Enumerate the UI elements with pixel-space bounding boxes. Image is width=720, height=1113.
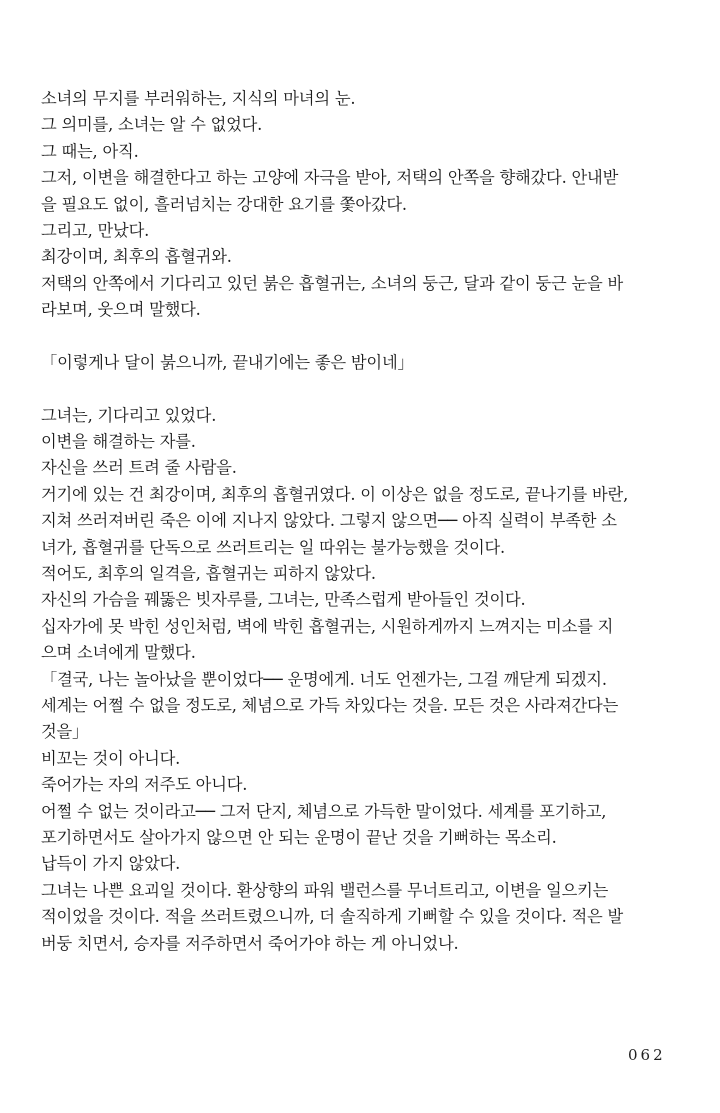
text-line: 십자가에 못 박힌 성인처럼, 벽에 박힌 흡혈귀는, 시원하게까지 느껴지는 미소를 지	[41, 616, 614, 636]
text-line: 그녀는 나쁜 요괴일 것이다. 환상향의 파워 밸런스를 무너트리고, 이변을 일으키는	[41, 880, 609, 900]
text-line: 포기하면서도 살아가지 않으면 안 되는 운명이 끝난 것을 기뻐하는 목소리.	[41, 827, 557, 847]
text-line: 「이렇게나 달이 붉으니까, 끝내기에는 좋은 밤이네」	[41, 352, 414, 372]
text-line: 죽어가는 자의 저주도 아니다.	[41, 775, 248, 795]
text-line: 그저, 이변을 해결한다고 하는 고양에 자극을 받아, 저택의 안쪽을 향해갔다. 안내받	[41, 168, 619, 188]
text-line: 자신을 쓰러 트려 줄 사람을.	[41, 458, 237, 478]
text-line: 이변을 해결하는 자를.	[41, 432, 196, 452]
text-line: 것을」	[41, 722, 89, 742]
text-line: 「결국, 나는 놀아났을 뿐이었다── 운명에게. 너도 언젠가는, 그걸 깨닫게 되겠지.	[41, 669, 607, 689]
text-line: 거기에 있는 건 최강이며, 최후의 흡혈귀였다. 이 이상은 없을 정도로, 끝나기를 바란,	[41, 484, 629, 504]
text-body	[41, 86, 681, 957]
text-line: 으며 소녀에게 말했다.	[41, 643, 196, 663]
text-line: 저택의 안쪽에서 기다리고 있던 붉은 흡혈귀는, 소녀의 둥근, 달과 같이 둥근 눈을 바	[41, 273, 624, 293]
text-line: 소녀의 무지를 부러워하는, 지식의 마녀의 눈.	[41, 89, 356, 108]
page-number: 062	[628, 1046, 666, 1064]
text-line: 세계는 어쩔 수 없을 정도로, 체념으로 가득 차있다는 것을. 모든 것은 사라져간다는	[41, 695, 619, 715]
text-line: 적이었을 것이다. 적을 쓰러트렸으니까, 더 솔직하게 기뻐할 수 있을 것이다. 적은 발	[41, 907, 624, 927]
text-line: 지쳐 쓰러져버린 죽은 이에 지나지 않았다. 그렇지 않으면── 아직 실력이 부족한 소	[41, 511, 617, 531]
text-line: 버둥 치면서, 승자를 저주하면서 죽어가야 하는 게 아니었나.	[41, 933, 459, 953]
text-line: 녀가, 흡혈귀를 단독으로 쓰러트리는 일 따위는 불가능했을 것이다.	[41, 537, 506, 557]
text-line: 어쩔 수 없는 것이라고── 그저 단지, 체념으로 가득한 말이었다. 세계를 포기하고,	[41, 801, 607, 821]
text-line: 비꼬는 것이 아니다.	[41, 748, 181, 768]
text-line: 그 의미를, 소녀는 알 수 없었다.	[41, 115, 263, 135]
text-line: 그리고, 만났다.	[41, 220, 150, 240]
text-line: 최강이며, 최후의 흡혈귀와.	[41, 247, 232, 267]
text-line: 적어도, 최후의 일격을, 흡혈귀는 피하지 않았다.	[41, 564, 376, 584]
text-line: 자신의 가슴을 꿰뚫은 빗자루를, 그녀는, 만족스럽게 받아들인 것이다.	[41, 590, 526, 610]
text-line: 그녀는, 기다리고 있었다.	[41, 405, 217, 425]
text-line: 라보며, 웃으며 말했다.	[41, 300, 201, 320]
blank-line	[41, 324, 681, 350]
text-line: 그 때는, 아직.	[41, 141, 139, 161]
text-line: 납득이 가지 않았다.	[41, 854, 181, 874]
blank-line	[41, 376, 681, 402]
text-line: 을 필요도 없이, 흘러넘치는 강대한 요기를 쫓아갔다.	[41, 194, 407, 214]
